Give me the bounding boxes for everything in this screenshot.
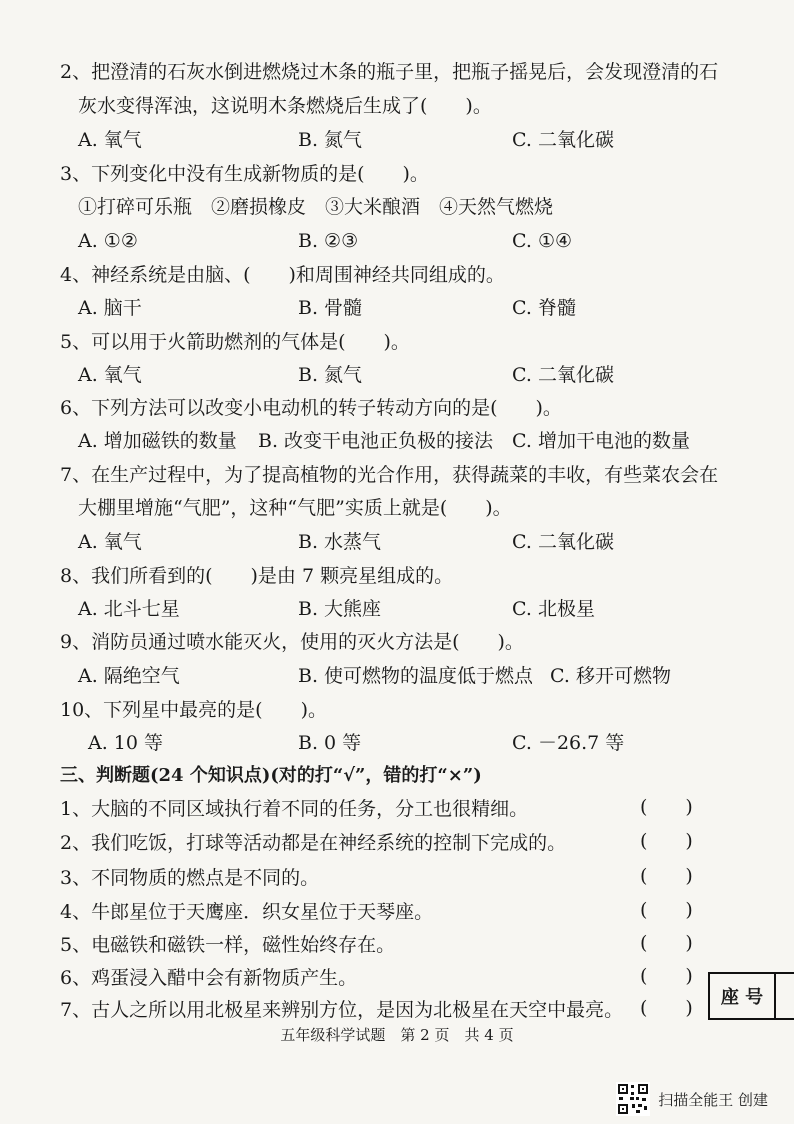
q2-stem-line2: 灰水变得浑浊，这说明木条燃烧后生成了( )。	[78, 95, 492, 117]
q8-option-a: A. 北斗七星	[78, 598, 180, 620]
judge-answer-6[interactable]: ( )	[640, 965, 693, 987]
seat-number-label: 座 号	[710, 974, 776, 1018]
q2-option-b: B. 氮气	[298, 129, 363, 151]
q3-stem-line1: 3、下列变化中没有生成新物质的是( )。	[60, 163, 429, 185]
q4-option-c: C. 脊髓	[512, 297, 576, 319]
q3-option-c: C. ①④	[512, 230, 573, 252]
judge-answer-7[interactable]: ( )	[640, 997, 693, 1019]
page-footer: 五年级科学试题 第 2 页 共 4 页	[280, 1026, 514, 1044]
q5-option-b: B. 氮气	[298, 364, 363, 386]
q9-option-a: A. 隔绝空气	[78, 665, 180, 687]
judge-item-4: 4、牛郎星位于天鹰座．织女星位于天琴座。	[60, 901, 434, 923]
q4-option-a: A. 脑干	[78, 297, 142, 319]
q2-option-a: A. 氧气	[78, 129, 142, 151]
q9-option-c: C. 移开可燃物	[550, 665, 671, 687]
q6-stem: 6、下列方法可以改变小电动机的转子转动方向的是( )。	[60, 397, 562, 419]
scanner-watermark	[616, 1082, 768, 1116]
q5-stem: 5、可以用于火箭助燃剂的气体是( )。	[60, 331, 410, 353]
q2-stem-line1: 2、把澄清的石灰水倒进燃烧过木条的瓶子里，把瓶子摇晃后，会发现澄清的石	[60, 61, 719, 83]
judge-answer-1[interactable]: ( )	[640, 796, 693, 818]
judge-item-1: 1、大脑的不同区域执行着不同的任务，分工也很精细。	[60, 798, 529, 820]
q4-option-b: B. 骨髓	[298, 297, 363, 319]
q5-option-c: C. 二氧化碳	[512, 364, 614, 386]
seat-number-box[interactable]	[708, 972, 794, 1020]
q4-stem: 4、神经系统是由脑、( )和周围神经共同组成的。	[60, 264, 505, 286]
q3-option-b: B. ②③	[298, 230, 359, 252]
q7-option-a: A. 氧气	[78, 531, 142, 553]
q3-stem-line2: ①打碎可乐瓶 ②磨损橡皮 ③大米酿酒 ④天然气燃烧	[78, 196, 554, 218]
q8-stem: 8、我们所看到的( )是由 7 颗亮星组成的。	[60, 565, 454, 587]
q7-option-b: B. 水蒸气	[298, 531, 382, 553]
q7-option-c: C. 二氧化碳	[512, 531, 614, 553]
q6-option-c: C. 增加干电池的数量	[512, 430, 690, 452]
q10-stem: 10、下列星中最亮的是( )。	[60, 699, 328, 721]
q10-option-a: A. 10 等	[88, 732, 164, 754]
q6-option-b: B. 改变干电池正负极的接法	[258, 430, 494, 452]
q9-stem: 9、消防员通过喷水能灭火，使用的灭火方法是( )。	[60, 631, 524, 653]
q8-option-c: C. 北极星	[512, 598, 595, 620]
judge-item-2: 2、我们吃饭，打球等活动都是在神经系统的控制下完成的。	[60, 832, 567, 854]
q7-stem-line2: 大棚里增施“气肥”，这种“气肥”实质上就是( )。	[78, 497, 512, 519]
judge-item-7: 7、古人之所以用北极星来辨别方位，是因为北极星在天空中最亮。	[60, 999, 624, 1021]
judge-answer-3[interactable]: ( )	[640, 865, 693, 887]
q10-option-b: B. 0 等	[298, 732, 362, 754]
judge-item-5: 5、电磁铁和磁铁一样，磁性始终存在。	[60, 934, 396, 956]
judge-item-3: 3、不同物质的燃点是不同的。	[60, 867, 320, 889]
judge-item-6: 6、鸡蛋浸入醋中会有新物质产生。	[60, 967, 358, 989]
judge-answer-4[interactable]: ( )	[640, 899, 693, 921]
q6-option-a: A. 增加磁铁的数量	[78, 430, 237, 452]
q10-option-c: C. －26.7 等	[512, 732, 625, 754]
watermark-text: 扫描全能王 创建	[658, 1090, 768, 1109]
q3-option-a: A. ①②	[78, 230, 138, 252]
judge-answer-2[interactable]: ( )	[640, 830, 693, 852]
q9-option-b: B. 使可燃物的温度低于燃点	[298, 665, 534, 687]
q8-option-b: B. 大熊座	[298, 598, 382, 620]
section-3-title: 三、判断题(24 个知识点)(对的打“√”，错的打“×”)	[60, 765, 482, 786]
q7-stem-line1: 7、在生产过程中，为了提高植物的光合作用，获得蔬菜的丰收，有些菜农会在	[60, 464, 719, 486]
q5-option-a: A. 氧气	[78, 364, 142, 386]
qr-code-icon	[616, 1082, 650, 1116]
q2-option-c: C. 二氧化碳	[512, 129, 614, 151]
judge-answer-5[interactable]: ( )	[640, 932, 693, 954]
